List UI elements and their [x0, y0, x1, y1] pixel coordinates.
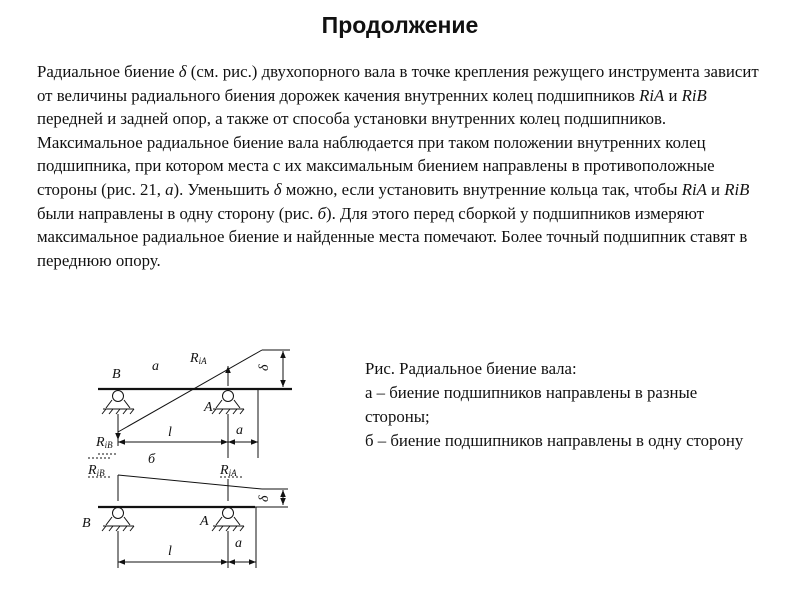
- paragraph-2-run: были направлены в одну сторону (рис.: [37, 203, 318, 223]
- label-l-top: l: [168, 425, 172, 440]
- paragraph-2-run: δ: [273, 179, 282, 199]
- paragraph-1-run: Радиальное биение: [37, 62, 179, 81]
- support-A-top: [212, 391, 244, 415]
- label-delta-bottom: δ: [257, 495, 272, 502]
- caption-line-2: а – биение подшипников направлены в разные стороны;: [365, 383, 698, 426]
- paragraph-2-run: ). Для этого перед сборкой у подшипников измеряют максимальное радиальное биение и найденные места помечают. Более точный подшипник ставят в переднюю опору.: [37, 203, 748, 270]
- label-RiA-top: RiA: [190, 351, 207, 366]
- support-B-top: [102, 391, 134, 415]
- paragraph-2-run: RiA: [681, 179, 707, 199]
- caption-line-3: б – биение подшипников направлены в одну сторону: [365, 431, 744, 450]
- paragraph-1-run: передней и задней опор, а также от способа установки внутренних колец подшипников.: [37, 109, 667, 129]
- label-A-top: A: [204, 400, 213, 415]
- support-B-bottom: [102, 508, 134, 532]
- paragraph-1-run: и: [664, 85, 682, 105]
- label-B-bottom: B: [82, 516, 91, 531]
- label-B-top: B: [112, 367, 121, 382]
- label-RiB-top: RiB: [96, 435, 113, 450]
- support-A-bottom: [212, 508, 244, 532]
- label-a-dim-top: а: [236, 423, 243, 438]
- paragraph-1-run: δ: [178, 62, 187, 81]
- label-A-bottom: A: [200, 514, 209, 529]
- label-RiA-bottom: RiA: [220, 463, 237, 478]
- paragraph-2-run: и: [706, 179, 725, 199]
- label-l-bottom: l: [168, 544, 172, 559]
- label-a-dim-bottom: а: [235, 536, 242, 551]
- paragraph-1-run: RiB: [681, 85, 707, 105]
- paragraph-2-run: RiB: [724, 179, 750, 199]
- paragraph-1-run: RiA: [639, 85, 665, 105]
- paragraph-2-run: а: [165, 179, 174, 199]
- paragraph-2-run: можно, если установить внутренние кольца так, чтобы: [281, 179, 682, 199]
- labels-bottom: [82, 463, 272, 559]
- label-RiB-bottom: RiB: [88, 463, 105, 478]
- paragraph-2-run: б: [317, 203, 327, 223]
- paragraph-1-run: (см. рис.) двухопорного вала в точке крепления режущего инструмента зависит от величины радиального биения дорожек качения внутренних колец подшипников: [37, 62, 759, 105]
- label-a-span-top: а: [152, 359, 159, 374]
- paragraph-2-run: Максимальное радиальное биение вала наблюдается при таком положении внутренних колец подшипника, при котором места с их максимальным биением направлены в противоположные стороны (рис. 21,: [37, 132, 715, 199]
- paragraph-2-run: ). Уменьшить: [173, 179, 274, 199]
- diagram-bottom: [88, 475, 288, 568]
- slide-title: Продолжение: [321, 12, 479, 38]
- label-variant-b: б: [148, 452, 156, 467]
- caption-line-1: Рис. Радиальное биение вала:: [365, 359, 577, 378]
- label-delta-top: δ: [257, 364, 272, 371]
